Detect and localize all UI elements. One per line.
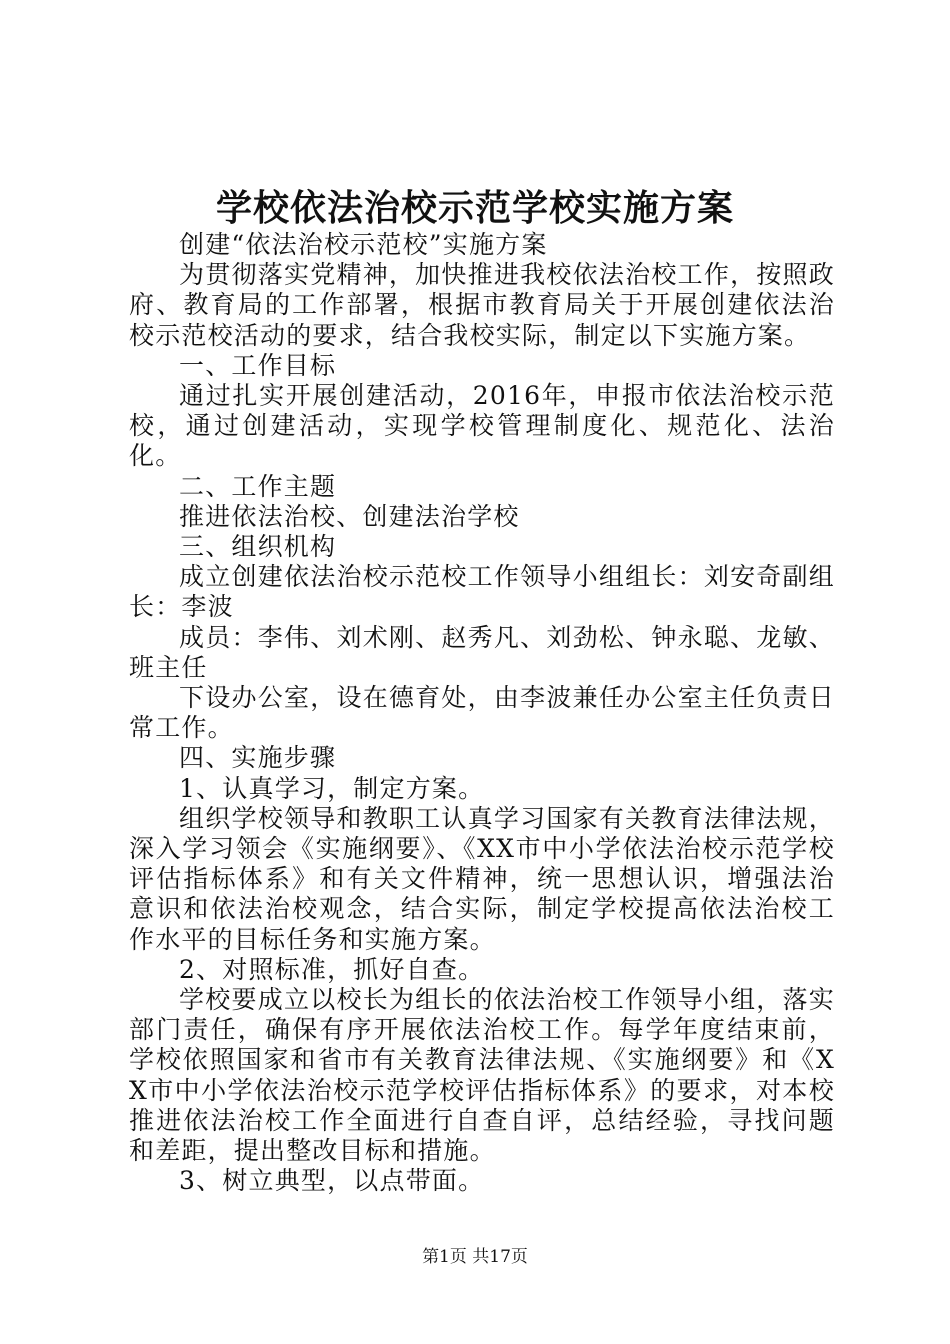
section-heading: 一、工作目标	[179, 350, 337, 380]
paragraph: 成员：李伟、刘术刚、赵秀凡、刘劲松、钟永聪、龙敏、班主任	[129, 622, 835, 682]
section-heading: 三、组织机构	[179, 532, 337, 562]
step-heading: 2、对照标准，抓好自查。	[179, 954, 485, 984]
paragraph: 创建“依法治校示范校”实施方案	[179, 230, 548, 259]
paragraph: 推进依法治校、创建法治学校	[179, 501, 520, 531]
document-title: 学校依法治校示范学校实施方案	[215, 187, 734, 229]
paragraph: 成立创建依法治校示范校工作领导小组组长：刘安奇副组长：李波	[129, 562, 835, 622]
step-heading: 3、树立典型，以点带面。	[179, 1166, 485, 1196]
paragraph: 组织学校领导和教职工认真学习国家有关教育法律法规，深入学习领会《实施纲要》、《XX市中小学依法治校示范学校评估指标体系》和有关文件精神，统一思想认识，增强法治意识和依法治校观念，结合实际，制定学校提高依法治校工作水平的目标任务和实施方案。	[129, 803, 835, 954]
document-body	[129, 230, 835, 1197]
page-number-footer: 第1页 共17页	[422, 1247, 528, 1267]
step-heading: 1、认真学习，制定方案。	[179, 773, 485, 803]
paragraph: 学校要成立以校长为组长的依法治校工作领导小组，落实部门责任，确保有序开展依法治校工作。每学年度结束前，学校依照国家和省市有关教育法律法规、《实施纲要》和《XX市中小学依法治校示范学校评估指标体系》的要求，对本校推进依法治校工作全面进行自查自评，总结经验，寻找问题和差距，提出整改目标和措施。	[129, 985, 835, 1166]
paragraph: 通过扎实开展创建活动，2016年，申报市依法治校示范校，通过创建活动，实现学校管理制度化、规范化、法治化。	[129, 381, 835, 471]
section-heading: 四、实施步骤	[179, 743, 337, 773]
section-heading: 二、工作主题	[179, 471, 337, 501]
paragraph: 为贯彻落实党精神，加快推进我校依法治校工作，按照政府、教育局的工作部署，根据市教育局关于开展创建依法治校示范校活动的要求，结合我校实际，制定以下实施方案。	[129, 260, 835, 350]
paragraph: 下设办公室，设在德育处，由李波兼任办公室主任负责日常工作。	[129, 683, 835, 743]
